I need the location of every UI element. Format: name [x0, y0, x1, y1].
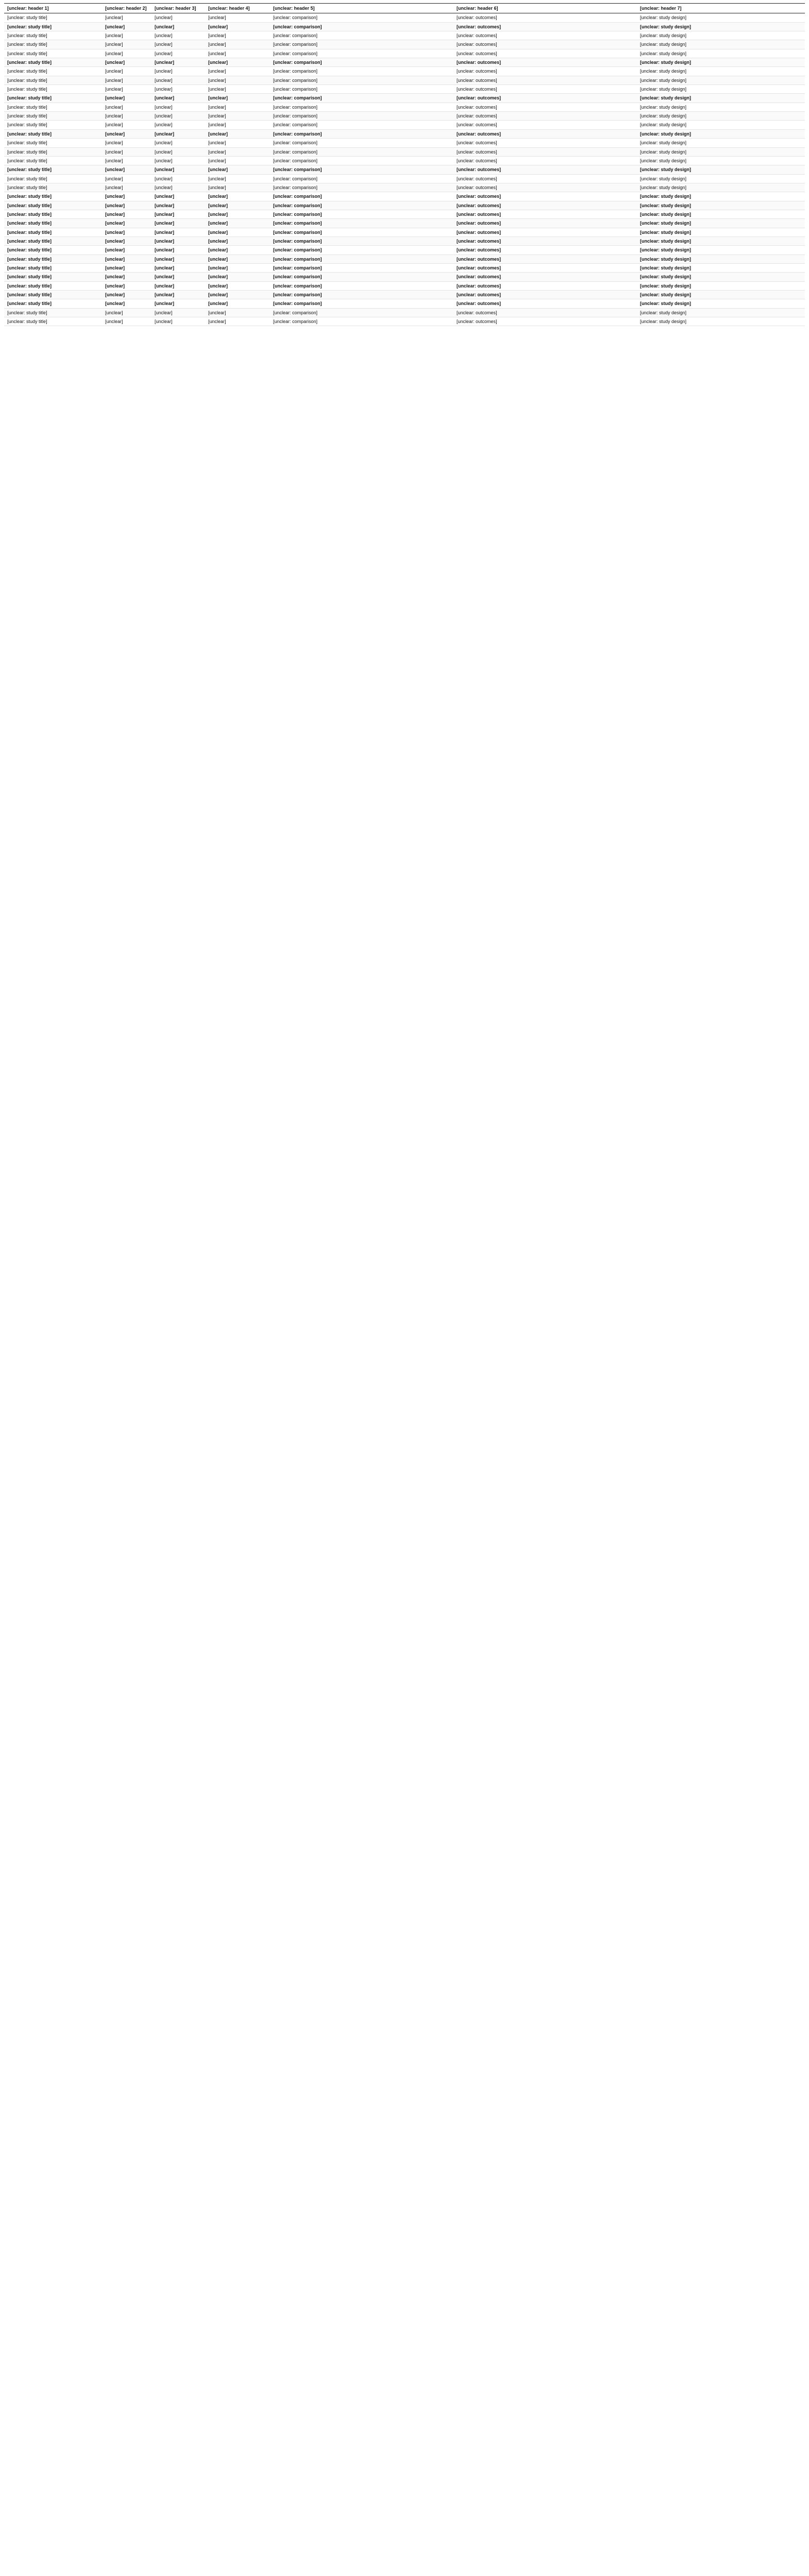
table-row: [4, 273, 805, 281]
cell-outcomes: [unclear: outcomes]: [453, 236, 637, 245]
cell-design: [unclear: study design]: [637, 210, 805, 218]
cell-intervention: [unclear]: [205, 129, 270, 138]
table-row: [4, 219, 805, 228]
cell-reference: [unclear]: [102, 165, 151, 174]
table-row: [4, 228, 805, 236]
table-row: [4, 192, 805, 201]
cell-participants: [unclear]: [151, 76, 205, 84]
cell-intervention: [unclear]: [205, 112, 270, 121]
cell-comparison: [unclear: comparison]: [270, 183, 453, 192]
column-header-outcomes: [unclear: header 6]: [453, 4, 637, 13]
cell-intervention: [unclear]: [205, 299, 270, 308]
cell-outcomes: [unclear: outcomes]: [453, 210, 637, 218]
cell-outcomes: [unclear: outcomes]: [453, 31, 637, 40]
cell-outcomes: [unclear: outcomes]: [453, 121, 637, 129]
table-row: [4, 13, 805, 22]
cell-comparison: [unclear: comparison]: [270, 281, 453, 290]
cell-design: [unclear: study design]: [637, 228, 805, 236]
cell-intervention: [unclear]: [205, 165, 270, 174]
cell-design: [unclear: study design]: [637, 40, 805, 49]
cell-title: [unclear: study title]: [4, 22, 102, 31]
cell-comparison: [unclear: comparison]: [270, 58, 453, 67]
cell-title: [unclear: study title]: [4, 112, 102, 121]
cell-comparison: [unclear: comparison]: [270, 76, 453, 84]
cell-design: [unclear: study design]: [637, 308, 805, 317]
cell-comparison: [unclear: comparison]: [270, 228, 453, 236]
cell-comparison: [unclear: comparison]: [270, 147, 453, 156]
cell-reference: [unclear]: [102, 317, 151, 326]
cell-outcomes: [unclear: outcomes]: [453, 139, 637, 147]
cell-reference: [unclear]: [102, 255, 151, 263]
table-header-row: [4, 4, 805, 13]
cell-participants: [unclear]: [151, 13, 205, 22]
table-row: [4, 49, 805, 58]
cell-title: [unclear: study title]: [4, 40, 102, 49]
cell-outcomes: [unclear: outcomes]: [453, 67, 637, 76]
cell-title: [unclear: study title]: [4, 67, 102, 76]
cell-outcomes: [unclear: outcomes]: [453, 165, 637, 174]
cell-reference: [unclear]: [102, 103, 151, 111]
cell-title: [unclear: study title]: [4, 147, 102, 156]
cell-outcomes: [unclear: outcomes]: [453, 174, 637, 183]
cell-outcomes: [unclear: outcomes]: [453, 85, 637, 94]
cell-reference: [unclear]: [102, 299, 151, 308]
table-row: [4, 67, 805, 76]
column-header-participants: [unclear: header 3]: [151, 4, 205, 13]
cell-participants: [unclear]: [151, 112, 205, 121]
cell-comparison: [unclear: comparison]: [270, 299, 453, 308]
cell-title: [unclear: study title]: [4, 76, 102, 84]
cell-outcomes: [unclear: outcomes]: [453, 201, 637, 210]
cell-participants: [unclear]: [151, 317, 205, 326]
cell-comparison: [unclear: comparison]: [270, 94, 453, 103]
cell-outcomes: [unclear: outcomes]: [453, 183, 637, 192]
cell-intervention: [unclear]: [205, 40, 270, 49]
table-row: [4, 308, 805, 317]
cell-reference: [unclear]: [102, 174, 151, 183]
cell-design: [unclear: study design]: [637, 299, 805, 308]
cell-intervention: [unclear]: [205, 210, 270, 218]
cell-reference: [unclear]: [102, 22, 151, 31]
column-header-reference: [unclear: header 2]: [102, 4, 151, 13]
cell-participants: [unclear]: [151, 67, 205, 76]
cell-intervention: [unclear]: [205, 121, 270, 129]
cell-design: [unclear: study design]: [637, 255, 805, 263]
cell-reference: [unclear]: [102, 40, 151, 49]
cell-comparison: [unclear: comparison]: [270, 129, 453, 138]
cell-title: [unclear: study title]: [4, 13, 102, 22]
cell-reference: [unclear]: [102, 246, 151, 255]
cell-title: [unclear: study title]: [4, 103, 102, 111]
cell-reference: [unclear]: [102, 308, 151, 317]
cell-comparison: [unclear: comparison]: [270, 246, 453, 255]
cell-title: [unclear: study title]: [4, 49, 102, 58]
cell-comparison: [unclear: comparison]: [270, 263, 453, 272]
cell-title: [unclear: study title]: [4, 201, 102, 210]
cell-comparison: [unclear: comparison]: [270, 201, 453, 210]
cell-reference: [unclear]: [102, 121, 151, 129]
cell-intervention: [unclear]: [205, 156, 270, 165]
cell-title: [unclear: study title]: [4, 317, 102, 326]
cell-outcomes: [unclear: outcomes]: [453, 281, 637, 290]
cell-reference: [unclear]: [102, 228, 151, 236]
cell-outcomes: [unclear: outcomes]: [453, 112, 637, 121]
cell-outcomes: [unclear: outcomes]: [453, 255, 637, 263]
cell-participants: [unclear]: [151, 273, 205, 281]
table-row: [4, 22, 805, 31]
cell-design: [unclear: study design]: [637, 129, 805, 138]
table-row: [4, 121, 805, 129]
cell-comparison: [unclear: comparison]: [270, 219, 453, 228]
column-header-title: [unclear: header 1]: [4, 4, 102, 13]
table-row: [4, 85, 805, 94]
cell-title: [unclear: study title]: [4, 183, 102, 192]
cell-reference: [unclear]: [102, 263, 151, 272]
cell-outcomes: [unclear: outcomes]: [453, 40, 637, 49]
cell-design: [unclear: study design]: [637, 183, 805, 192]
cell-outcomes: [unclear: outcomes]: [453, 58, 637, 67]
cell-intervention: [unclear]: [205, 13, 270, 22]
cell-reference: [unclear]: [102, 58, 151, 67]
cell-participants: [unclear]: [151, 85, 205, 94]
cell-participants: [unclear]: [151, 40, 205, 49]
cell-reference: [unclear]: [102, 192, 151, 201]
cell-reference: [unclear]: [102, 210, 151, 218]
cell-participants: [unclear]: [151, 246, 205, 255]
cell-outcomes: [unclear: outcomes]: [453, 263, 637, 272]
table-row: [4, 31, 805, 40]
cell-design: [unclear: study design]: [637, 121, 805, 129]
cell-participants: [unclear]: [151, 299, 205, 308]
table-row: [4, 103, 805, 111]
cell-intervention: [unclear]: [205, 147, 270, 156]
cell-outcomes: [unclear: outcomes]: [453, 13, 637, 22]
table-row: [4, 129, 805, 138]
cell-outcomes: [unclear: outcomes]: [453, 299, 637, 308]
cell-title: [unclear: study title]: [4, 219, 102, 228]
table-row: [4, 281, 805, 290]
cell-reference: [unclear]: [102, 13, 151, 22]
cell-design: [unclear: study design]: [637, 317, 805, 326]
cell-intervention: [unclear]: [205, 317, 270, 326]
cell-design: [unclear: study design]: [637, 67, 805, 76]
cell-title: [unclear: study title]: [4, 273, 102, 281]
cell-participants: [unclear]: [151, 156, 205, 165]
cell-participants: [unclear]: [151, 165, 205, 174]
cell-reference: [unclear]: [102, 139, 151, 147]
cell-reference: [unclear]: [102, 183, 151, 192]
cell-comparison: [unclear: comparison]: [270, 165, 453, 174]
table-row: [4, 263, 805, 272]
cell-title: [unclear: study title]: [4, 210, 102, 218]
cell-design: [unclear: study design]: [637, 165, 805, 174]
cell-intervention: [unclear]: [205, 103, 270, 111]
cell-intervention: [unclear]: [205, 174, 270, 183]
cell-design: [unclear: study design]: [637, 112, 805, 121]
cell-comparison: [unclear: comparison]: [270, 112, 453, 121]
table-row: [4, 255, 805, 263]
cell-design: [unclear: study design]: [637, 174, 805, 183]
evidence-table: [4, 3, 805, 326]
cell-comparison: [unclear: comparison]: [270, 156, 453, 165]
cell-title: [unclear: study title]: [4, 281, 102, 290]
cell-participants: [unclear]: [151, 210, 205, 218]
cell-design: [unclear: study design]: [637, 22, 805, 31]
cell-title: [unclear: study title]: [4, 165, 102, 174]
cell-design: [unclear: study design]: [637, 76, 805, 84]
cell-participants: [unclear]: [151, 58, 205, 67]
cell-participants: [unclear]: [151, 281, 205, 290]
cell-comparison: [unclear: comparison]: [270, 255, 453, 263]
table-row: [4, 58, 805, 67]
cell-design: [unclear: study design]: [637, 281, 805, 290]
table-row: [4, 291, 805, 299]
cell-design: [unclear: study design]: [637, 201, 805, 210]
cell-design: [unclear: study design]: [637, 58, 805, 67]
cell-participants: [unclear]: [151, 129, 205, 138]
cell-title: [unclear: study title]: [4, 156, 102, 165]
cell-participants: [unclear]: [151, 228, 205, 236]
cell-title: [unclear: study title]: [4, 94, 102, 103]
cell-comparison: [unclear: comparison]: [270, 121, 453, 129]
table-row: [4, 299, 805, 308]
cell-intervention: [unclear]: [205, 255, 270, 263]
cell-outcomes: [unclear: outcomes]: [453, 291, 637, 299]
cell-participants: [unclear]: [151, 183, 205, 192]
cell-title: [unclear: study title]: [4, 308, 102, 317]
cell-title: [unclear: study title]: [4, 129, 102, 138]
cell-intervention: [unclear]: [205, 192, 270, 201]
cell-intervention: [unclear]: [205, 291, 270, 299]
cell-outcomes: [unclear: outcomes]: [453, 76, 637, 84]
cell-design: [unclear: study design]: [637, 139, 805, 147]
cell-comparison: [unclear: comparison]: [270, 317, 453, 326]
cell-title: [unclear: study title]: [4, 174, 102, 183]
cell-participants: [unclear]: [151, 147, 205, 156]
cell-outcomes: [unclear: outcomes]: [453, 156, 637, 165]
cell-design: [unclear: study design]: [637, 94, 805, 103]
cell-title: [unclear: study title]: [4, 192, 102, 201]
table-row: [4, 246, 805, 255]
cell-comparison: [unclear: comparison]: [270, 273, 453, 281]
cell-intervention: [unclear]: [205, 85, 270, 94]
cell-participants: [unclear]: [151, 201, 205, 210]
table-row: [4, 174, 805, 183]
cell-comparison: [unclear: comparison]: [270, 236, 453, 245]
cell-comparison: [unclear: comparison]: [270, 308, 453, 317]
cell-design: [unclear: study design]: [637, 273, 805, 281]
cell-title: [unclear: study title]: [4, 255, 102, 263]
cell-reference: [unclear]: [102, 291, 151, 299]
cell-design: [unclear: study design]: [637, 246, 805, 255]
cell-reference: [unclear]: [102, 273, 151, 281]
cell-outcomes: [unclear: outcomes]: [453, 22, 637, 31]
cell-design: [unclear: study design]: [637, 156, 805, 165]
cell-design: [unclear: study design]: [637, 103, 805, 111]
table-body: [4, 13, 805, 326]
cell-reference: [unclear]: [102, 85, 151, 94]
cell-comparison: [unclear: comparison]: [270, 210, 453, 218]
cell-design: [unclear: study design]: [637, 219, 805, 228]
cell-design: [unclear: study design]: [637, 236, 805, 245]
cell-comparison: [unclear: comparison]: [270, 85, 453, 94]
cell-design: [unclear: study design]: [637, 85, 805, 94]
cell-intervention: [unclear]: [205, 31, 270, 40]
cell-intervention: [unclear]: [205, 228, 270, 236]
cell-title: [unclear: study title]: [4, 139, 102, 147]
cell-comparison: [unclear: comparison]: [270, 31, 453, 40]
cell-intervention: [unclear]: [205, 94, 270, 103]
cell-comparison: [unclear: comparison]: [270, 192, 453, 201]
cell-intervention: [unclear]: [205, 263, 270, 272]
cell-intervention: [unclear]: [205, 49, 270, 58]
table-row: [4, 147, 805, 156]
cell-comparison: [unclear: comparison]: [270, 139, 453, 147]
cell-title: [unclear: study title]: [4, 58, 102, 67]
cell-reference: [unclear]: [102, 67, 151, 76]
cell-design: [unclear: study design]: [637, 263, 805, 272]
cell-reference: [unclear]: [102, 49, 151, 58]
cell-design: [unclear: study design]: [637, 147, 805, 156]
cell-comparison: [unclear: comparison]: [270, 291, 453, 299]
cell-intervention: [unclear]: [205, 308, 270, 317]
cell-outcomes: [unclear: outcomes]: [453, 103, 637, 111]
cell-intervention: [unclear]: [205, 219, 270, 228]
cell-title: [unclear: study title]: [4, 299, 102, 308]
cell-title: [unclear: study title]: [4, 291, 102, 299]
cell-participants: [unclear]: [151, 192, 205, 201]
cell-title: [unclear: study title]: [4, 246, 102, 255]
cell-title: [unclear: study title]: [4, 85, 102, 94]
cell-participants: [unclear]: [151, 94, 205, 103]
column-header-intervention: [unclear: header 4]: [205, 4, 270, 13]
cell-outcomes: [unclear: outcomes]: [453, 129, 637, 138]
cell-outcomes: [unclear: outcomes]: [453, 147, 637, 156]
table-row: [4, 183, 805, 192]
cell-comparison: [unclear: comparison]: [270, 174, 453, 183]
cell-reference: [unclear]: [102, 31, 151, 40]
cell-intervention: [unclear]: [205, 236, 270, 245]
table-row: [4, 156, 805, 165]
cell-outcomes: [unclear: outcomes]: [453, 317, 637, 326]
cell-outcomes: [unclear: outcomes]: [453, 192, 637, 201]
cell-outcomes: [unclear: outcomes]: [453, 49, 637, 58]
cell-reference: [unclear]: [102, 219, 151, 228]
column-header-comparison: [unclear: header 5]: [270, 4, 453, 13]
cell-reference: [unclear]: [102, 281, 151, 290]
cell-participants: [unclear]: [151, 139, 205, 147]
cell-outcomes: [unclear: outcomes]: [453, 246, 637, 255]
cell-intervention: [unclear]: [205, 58, 270, 67]
cell-intervention: [unclear]: [205, 22, 270, 31]
cell-participants: [unclear]: [151, 121, 205, 129]
cell-title: [unclear: study title]: [4, 263, 102, 272]
cell-outcomes: [unclear: outcomes]: [453, 228, 637, 236]
cell-intervention: [unclear]: [205, 183, 270, 192]
cell-design: [unclear: study design]: [637, 49, 805, 58]
cell-reference: [unclear]: [102, 129, 151, 138]
cell-intervention: [unclear]: [205, 273, 270, 281]
cell-title: [unclear: study title]: [4, 31, 102, 40]
cell-participants: [unclear]: [151, 291, 205, 299]
cell-outcomes: [unclear: outcomes]: [453, 94, 637, 103]
column-header-design: [unclear: header 7]: [637, 4, 805, 13]
cell-intervention: [unclear]: [205, 281, 270, 290]
cell-comparison: [unclear: comparison]: [270, 103, 453, 111]
cell-participants: [unclear]: [151, 308, 205, 317]
table-row: [4, 40, 805, 49]
cell-intervention: [unclear]: [205, 67, 270, 76]
cell-reference: [unclear]: [102, 94, 151, 103]
cell-reference: [unclear]: [102, 156, 151, 165]
cell-intervention: [unclear]: [205, 76, 270, 84]
cell-comparison: [unclear: comparison]: [270, 22, 453, 31]
cell-title: [unclear: study title]: [4, 121, 102, 129]
cell-design: [unclear: study design]: [637, 192, 805, 201]
cell-participants: [unclear]: [151, 255, 205, 263]
cell-reference: [unclear]: [102, 76, 151, 84]
table-row: [4, 210, 805, 218]
table-row: [4, 76, 805, 84]
cell-participants: [unclear]: [151, 263, 205, 272]
cell-outcomes: [unclear: outcomes]: [453, 308, 637, 317]
cell-reference: [unclear]: [102, 147, 151, 156]
cell-intervention: [unclear]: [205, 201, 270, 210]
cell-outcomes: [unclear: outcomes]: [453, 219, 637, 228]
cell-design: [unclear: study design]: [637, 291, 805, 299]
cell-comparison: [unclear: comparison]: [270, 40, 453, 49]
cell-title: [unclear: study title]: [4, 228, 102, 236]
cell-participants: [unclear]: [151, 174, 205, 183]
cell-comparison: [unclear: comparison]: [270, 49, 453, 58]
table-row: [4, 165, 805, 174]
cell-participants: [unclear]: [151, 219, 205, 228]
cell-comparison: [unclear: comparison]: [270, 67, 453, 76]
table-row: [4, 201, 805, 210]
cell-design: [unclear: study design]: [637, 31, 805, 40]
cell-design: [unclear: study design]: [637, 13, 805, 22]
table-row: [4, 139, 805, 147]
cell-title: [unclear: study title]: [4, 236, 102, 245]
cell-reference: [unclear]: [102, 112, 151, 121]
cell-participants: [unclear]: [151, 103, 205, 111]
cell-intervention: [unclear]: [205, 139, 270, 147]
cell-participants: [unclear]: [151, 22, 205, 31]
cell-comparison: [unclear: comparison]: [270, 13, 453, 22]
cell-intervention: [unclear]: [205, 246, 270, 255]
cell-outcomes: [unclear: outcomes]: [453, 273, 637, 281]
table-row: [4, 112, 805, 121]
table-row: [4, 317, 805, 326]
table-row: [4, 236, 805, 245]
cell-participants: [unclear]: [151, 236, 205, 245]
table-row: [4, 94, 805, 103]
cell-reference: [unclear]: [102, 236, 151, 245]
cell-participants: [unclear]: [151, 31, 205, 40]
cell-reference: [unclear]: [102, 201, 151, 210]
cell-participants: [unclear]: [151, 49, 205, 58]
